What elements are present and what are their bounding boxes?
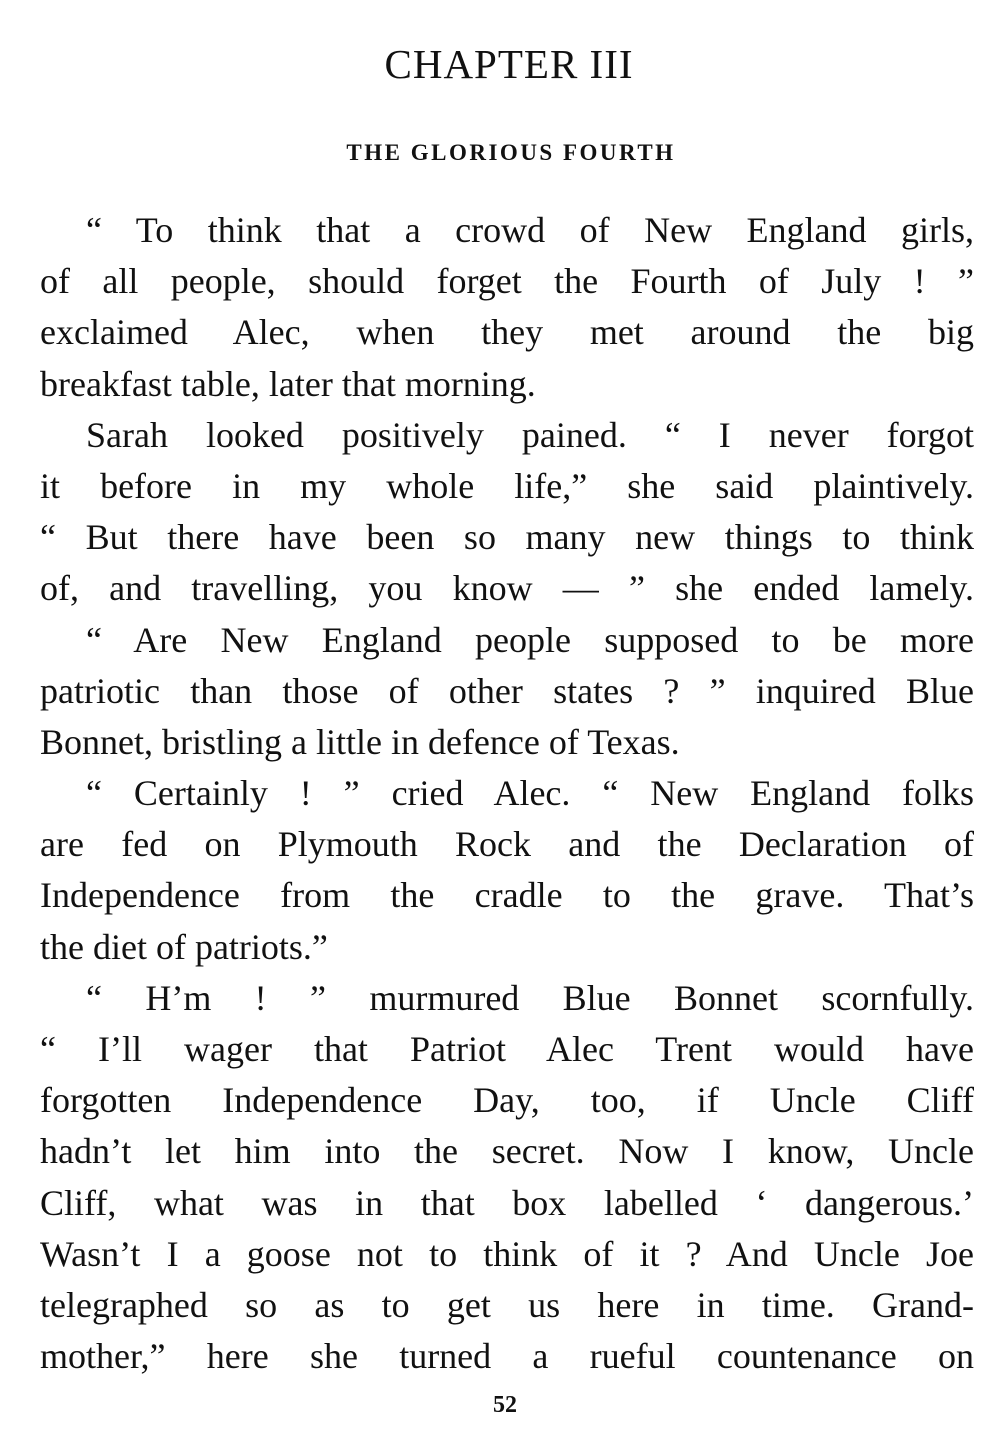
text-line: telegraphed so as to get us here in time. Grand- — [40, 1284, 974, 1325]
text-line: are fed on Plymouth Rock and the Declaration of — [40, 824, 974, 865]
text-line: “ To think that a crowd of New England girls, — [86, 210, 974, 250]
text-line: “ Are New England people supposed to be more — [86, 619, 974, 660]
text-line: forgotten Independence Day, too, if Uncle Cliff — [40, 1080, 974, 1121]
text-line: “ Certainly ! ” cried Alec. “ New England folks — [86, 773, 974, 814]
text-line: of, and travelling, you know — ” she ended lamely. — [40, 568, 974, 609]
chapter-title: THE GLORIOUS FOURTH — [346, 140, 676, 165]
text-line: Bonnet, bristling a little in defence of Texas. — [40, 721, 680, 762]
text-line: Wasn’t I a goose not to think of it ? And Uncle Joe — [40, 1233, 974, 1274]
text-line: “ H’m ! ” murmured Blue Bonnet scornfully. — [86, 977, 974, 1018]
text-line: breakfast table, later that morning. — [40, 363, 536, 404]
text-line: Cliff, what was in that box labelled ‘ dangerous.’ — [40, 1182, 974, 1223]
text-line: Independence from the cradle to the grave. That’s — [40, 875, 974, 916]
text-line: mother,” here she turned a rueful countenance on — [40, 1336, 974, 1377]
text-line: it before in my whole life,” she said plaintively. — [40, 465, 974, 506]
text-line: hadn’t let him into the secret. Now I know, Uncle — [40, 1131, 974, 1172]
text-line: of all people, should forget the Fourth of July ! ” — [40, 261, 974, 302]
text-line: “ I’ll wager that Patriot Alec Trent would have — [40, 1029, 974, 1069]
body-text — [40, 205, 974, 1382]
text-line: exclaimed Alec, when they met around the big — [40, 312, 974, 353]
text-line: “ But there have been so many new things to think — [40, 517, 974, 558]
page-number: 52 — [493, 1392, 517, 1418]
text-line: the diet of patriots.” — [40, 926, 328, 967]
text-line: Sarah looked positively pained. “ I never forgot — [86, 414, 974, 455]
chapter-heading: CHAPTER III — [384, 41, 634, 87]
text-line: patriotic than those of other states ? ” inquired Blue — [40, 670, 974, 711]
